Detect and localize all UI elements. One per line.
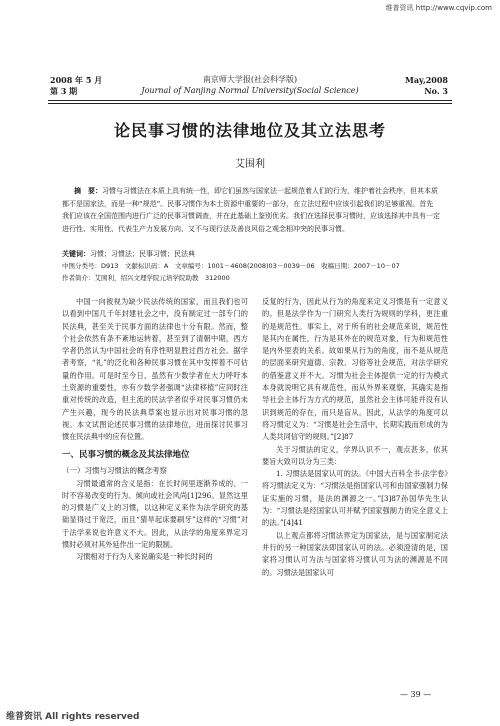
section-heading: 一、民事习惯的概念及其法律地位 [62,449,190,460]
keywords-text: 习惯；习惯法；民事习惯；民法典 [90,250,195,258]
classification-info: 中图分类号：D913 文献标识码：A 文章编号：1001－4608(2008)03－0039－06 收稿日期：2007－10－07 [62,262,400,270]
header-issue-en: No. 3 [424,86,448,96]
author-name: 艾围利 [235,159,265,170]
body-paragraph: 反复的行为，因此从行为的角度来定义习惯是有一定意义的。但是法学作为一门研究人类行为规则的学科，更注重的是规范性。事实上，对于所有的社会规范来说，规范性是其内在属性，行为是其外在的规范对象，行为和规范性是内外里表的关系。故如果从行为的角度，而不是从规范的层面来研究道德、宗教、习俗等社会规范，对法学研究的借鉴意义并不大。习惯为社会主体提供一定的行为模式本身就说明它具有规范性，而从外界来观察，其确实是指导社会主体行为方式的规范，虽然社会主体可能并没有认识到规范的存在，而只是盲从。因此，从法学的角度可以将习惯定义为：“习惯是社会生活中，长期实践而形成的为人类共同信守的规则。”[2]87 [262,297,448,442]
body-paragraph: 习惯相对于行为人来说确实是一种长时间的 [76,552,213,562]
body-paragraph: 关于习惯法的定义，学界认识不一，观点甚多，依其要旨大致可以分为三类： [262,444,448,466]
subsection-heading: （一）习惯与习惯法的概念考察 [62,465,167,475]
journal-name-cn: 南京师大学报(社会科学版) [202,75,298,84]
body-paragraph: 以上观点都将习惯法界定为国家法，是与国家制定法并行的另一种国家法即国家认可的法。必须澄清的是，国家将习惯认可为法与国家将习惯认可为法的渊源是不同的。习惯法是国家认可 [262,530,448,577]
keywords [62,249,440,260]
top-watermark: 维普资讯 http://www.cqvip.com [385,4,492,12]
header-rule-thin [48,103,452,104]
article-title: 论民事习惯的法律地位及其立法思考 [113,121,386,140]
abstract-label: 摘 要： [74,187,102,195]
footer-banner [0,708,500,726]
journal-date-issue [50,75,102,97]
page-number: — 39 — [400,690,432,699]
keywords-label: 关键词： [62,250,90,258]
journal-name-en: Journal of Nanjing Normal University(Social Science) [141,86,359,95]
intro-paragraph: 中国一向被视为缺少民法传统的国家，而且我们也可以看到中国几千年封建社会之中，没有制定过一部专门的民法典，甚至关于民事方面的法律也十分有限。然而，整个社会依然有条不紊地运转着，甚至到了清朝中期，西方学者仍然认为中国社会的有序性明显胜过西方社会。据学者考察，“礼”的泛化和各种民事习惯在其中发挥着不可估量的作用。可是时至今日，虽然有少数学者在大力呼吁本土资源的重要性，亦有少数学者强调“法律移植”应同时注重对传统的改造，但主流的民法学者似乎对民事习惯仍未产生兴趣，现今的民法典草案也显示出对民事习惯的忽视。本文试图论述民事习惯的法律地位，进而探讨民事习惯在民法典中的应有位置。 [62,297,248,442]
left-column [62,296,248,564]
header-issue: 第 3 期 [50,86,78,96]
body-paragraph: 习惯最通常的含义是指：在长时间里逐渐养成的、一时不容易改变的行为、倾向或社会风尚[1]296。显然这里的习惯是广义上的习惯，以这种定义来作为法学研究的基础显得过于宽泛，而且“猜旱起床要刷牙”这样的“习惯”对于法学来说也许意义不大。因此，从法学的角度来界定习惯时必须对其外延作出一定的限制。 [62,478,248,550]
abstract [62,185,440,235]
header-date: 2008 年 5 月 [50,75,103,85]
header-rule [48,100,452,101]
journal-name [120,74,380,96]
header-date-en: May,2008 [405,75,448,85]
top-banner [0,0,500,16]
footer-watermark: 维普资讯 All rights reserved [6,712,140,722]
body-paragraph: 1. 习惯法是国家认可的法。《中国大百科全书·法学卷》将习惯法定义为：“习惯法是指国家认可和由国家强制力保证实施的习惯，是法的渊源之一。”[3]87孙国华先生认为：“习惯法是经国家认可并赋予国家强制力的完全意义上的法。”[4]41 [262,469,448,528]
author-bio: 作者简介：艾围利，绍兴文理学院元培学院助教 312000 [62,274,230,282]
abstract-text: 习惯与习惯法在本质上具有统一性，即它们虽然与国家法一起规范着人们的行为，维护着社会秩序，但其本质都不是国家法，而是一种“规范”。民事习惯作为本土资源中重要的一部分，在立法过程中应该引起我们的足够重视。首先我们应该在全国范围内进行广泛的民事习惯调查，并在此基础上鉴别优劣。我们在选择民事习惯时，应该选择其中具有一定进行性、实用性、代表生产力发展方向、又不与现行法及善良风俗之观念相冲突的民事习惯。 [62,187,440,233]
journal-date-issue-en [405,75,448,97]
right-column [262,296,448,579]
